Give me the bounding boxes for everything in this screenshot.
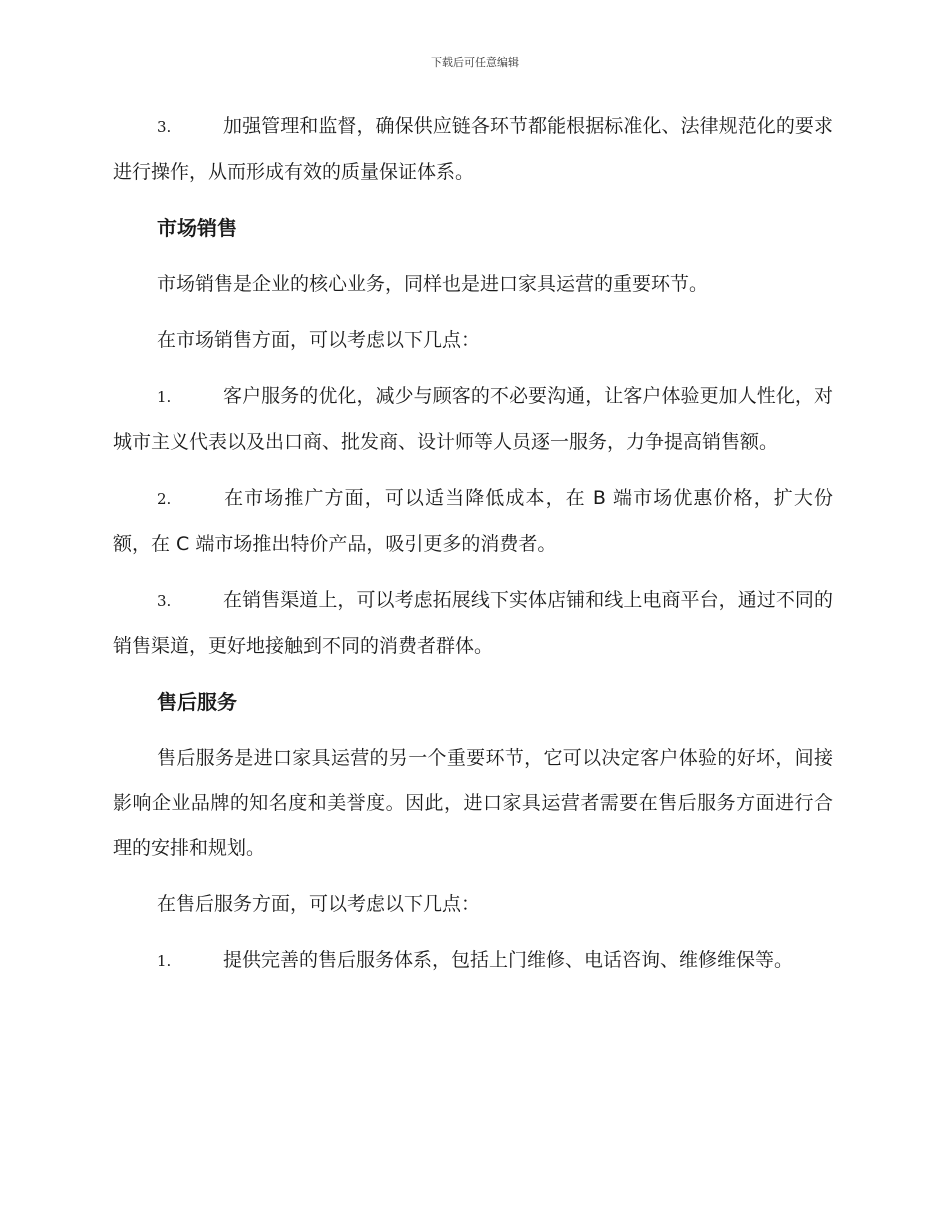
page-header: 下载后可任意编辑 [431,56,519,69]
list-text: 提供完善的售后服务体系，包括上门维修、电话咨询、维修维保等。 [223,949,794,971]
list-text: 客户服务的优化，减少与顾客的不必要沟通，让客户体验更加人性化，对城市主义代表以及出口商、批发商、设计师等人员逐一服务，力争提高销售额。 [113,385,833,453]
list-item [113,104,833,195]
list-number: 3. [157,592,172,610]
section-heading-after-sales: 售后服务 [157,690,237,714]
list-number: 3. [157,118,172,136]
list-number: 1. [157,952,172,970]
list-item [113,374,833,465]
list-item [113,938,833,984]
list-text: 在市场推广方面，可以适当降低成本，在 B 端市场优惠价格，扩大份额，在 C 端市场推出特价产品，吸引更多的消费者。 [113,487,833,555]
document-body [113,104,833,995]
section-heading-sales: 市场销售 [157,216,237,240]
list-item [113,476,833,567]
list-number: 2. [157,490,172,508]
list-text: 在销售渠道上，可以考虑拓展线下实体店铺和线上电商平台，通过不同的销售渠道，更好地接触到不同的消费者群体。 [113,589,833,657]
list-number: 1. [157,388,172,406]
list-text: 加强管理和监督，确保供应链各环节都能根据标准化、法律规范化的要求进行操作，从而形成有效的质量保证体系。 [113,115,833,183]
paragraph: 市场销售是企业的核心业务，同样也是进口家具运营的重要环节。 [157,273,709,295]
list-item [113,578,833,669]
paragraph: 在市场销售方面，可以考虑以下几点： [157,329,481,351]
paragraph: 售后服务是进口家具运营的另一个重要环节，它可以决定客户体验的好坏，间接影响企业品牌的知名度和美誉度。因此，进口家具运营者需要在售后服务方面进行合理的安排和规划。 [113,747,833,859]
paragraph: 在售后服务方面，可以考虑以下几点： [157,893,481,915]
